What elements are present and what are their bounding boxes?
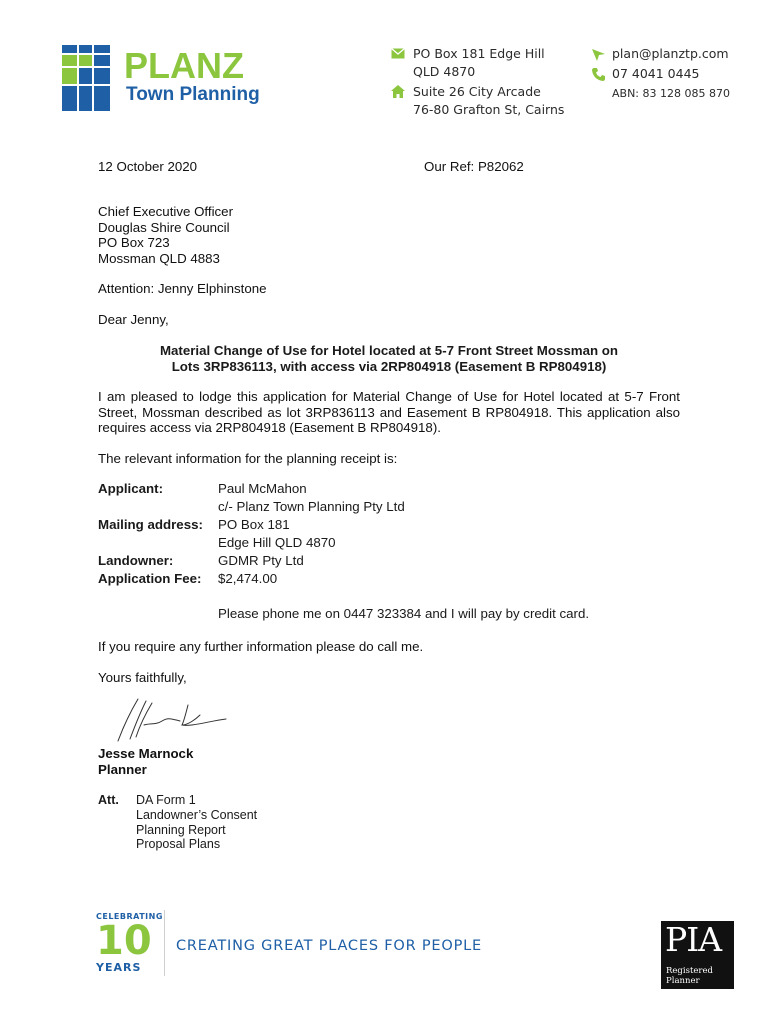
pia-caption-line: Registered — [666, 966, 713, 976]
recipient-line: Douglas Shire Council — [98, 219, 230, 235]
pia-initials: PIA — [665, 920, 722, 959]
application-fee-label: Application Fee: — [98, 571, 202, 586]
applicant-value: c/- Planz Town Planning Pty Ltd — [218, 499, 405, 514]
mailing-address-label: Mailing address: — [98, 517, 203, 532]
intro-paragraph: I am pleased to lodge this application for Material Change of Use for Hotel located at 5-7 Front Street, Mossman described as lot 3RP836113 and Easement B RP804918. This application also requires access via 2RP804918 (Easement B RP804918). — [98, 389, 680, 436]
phone: 07 4041 0445 — [612, 66, 700, 81]
pia-caption-line: Planner — [666, 976, 700, 986]
signatory-name: Jesse Marnock — [98, 746, 194, 761]
footer-tagline: CREATING GREAT PLACES FOR PEOPLE — [176, 938, 482, 954]
recipient-line: Mossman QLD 4883 — [98, 250, 220, 266]
mailing-address-value: PO Box 181 — [218, 517, 290, 532]
receipt-intro: The relevant information for the planning receipt is: — [98, 451, 398, 466]
attention-line: Attention: Jenny Elphinstone — [98, 281, 267, 296]
footer-divider — [164, 910, 165, 976]
attachment-item: Proposal Plans — [136, 837, 221, 852]
recipient-line: PO Box 723 — [98, 235, 170, 251]
envelope-icon — [391, 48, 405, 59]
pia-registered-planner-badge — [661, 921, 734, 989]
attachments-label: Att. — [98, 793, 119, 807]
applicant-value: Paul McMahon — [218, 481, 307, 496]
recipient-address — [98, 204, 233, 266]
application-fee-value: $2,474.00 — [218, 571, 278, 586]
phone-icon — [592, 68, 605, 81]
street-line2: 76-80 Grafton St, Cairns — [413, 102, 565, 117]
postal-line2: QLD 4870 — [413, 64, 476, 79]
mailing-address-value: Edge Hill QLD 4870 — [218, 535, 336, 550]
subject-line2: Lots 3RP836113, with access via 2RP804918 (Easement B RP804918) — [171, 358, 607, 374]
planz-logo-icon — [62, 45, 110, 111]
our-ref: Our Ref: P82062 — [424, 159, 524, 174]
ten-number: 10 — [96, 918, 152, 964]
attachments-list — [136, 793, 257, 852]
send-arrow-icon — [592, 49, 605, 61]
subject-line1: Material Change of Use for Hotel located at 5-7 Front Street Mossman on — [159, 343, 619, 358]
recipient-line: Chief Executive Officer — [98, 204, 233, 219]
email: plan@planztp.com — [612, 46, 729, 61]
subject-heading — [98, 343, 680, 374]
closing-paragraph: If you require any further information please do call me. — [98, 639, 424, 654]
postal-line1: PO Box 181 Edge Hill — [413, 46, 545, 61]
attachment-item: Landowner’s Consent — [136, 807, 258, 822]
signature-image — [110, 695, 230, 743]
landowner-value: GDMR Pty Ltd — [218, 553, 304, 568]
company-subtitle: Town Planning — [126, 84, 260, 105]
home-icon — [391, 85, 405, 98]
signoff: Yours faithfully, — [98, 670, 187, 685]
landowner-label: Landowner: — [98, 553, 174, 568]
abn: ABN: 83 128 085 870 — [612, 87, 730, 100]
signatory-title: Planner — [98, 762, 147, 777]
celebrating-text: CELEBRATING — [96, 912, 163, 921]
years-text: YEARS — [96, 961, 142, 974]
letter-date: 12 October 2020 — [98, 159, 198, 174]
applicant-label: Applicant: — [98, 481, 164, 496]
company-name: PLANZ — [124, 45, 244, 86]
attachment-item: Planning Report — [136, 822, 226, 837]
street-line1: Suite 26 City Arcade — [413, 84, 541, 99]
pia-caption — [666, 966, 713, 986]
attachment-item: DA Form 1 — [136, 793, 196, 807]
payment-note: Please phone me on 0447 323384 and I will pay by credit card. — [218, 606, 590, 621]
celebrating-10-years-badge — [96, 912, 163, 974]
salutation: Dear Jenny, — [98, 312, 169, 327]
